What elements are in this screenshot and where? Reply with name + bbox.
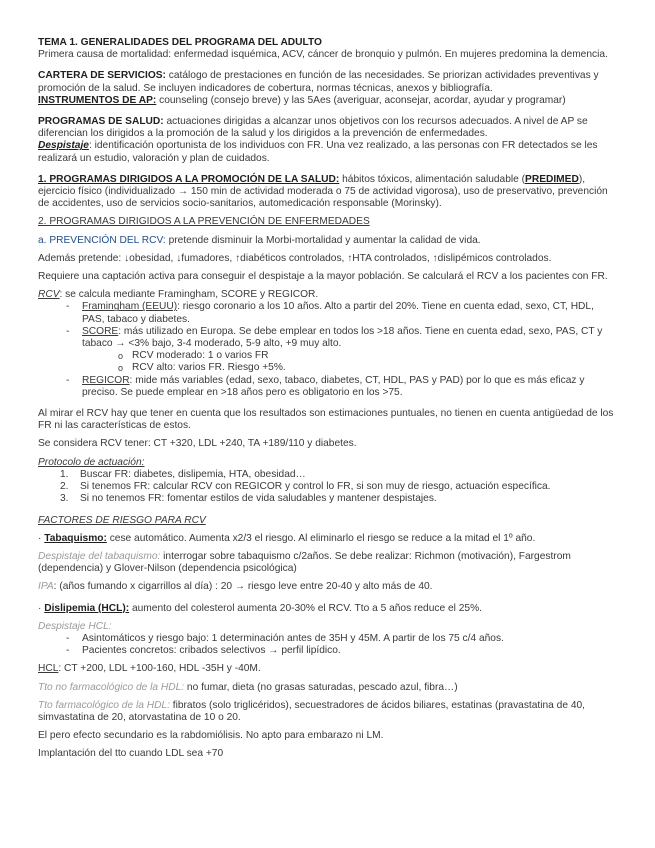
hcl-paragraph — [38, 663, 618, 675]
tto-far-text: fibratos (solo triglicéridos), secuestradores de ácidos biliares, estatinas (pravastatina de 40, simvastatina de 20, atorvastatina de 10 o 20. — [38, 699, 585, 723]
list-item — [66, 375, 618, 399]
dis-despistaje-list — [38, 633, 618, 657]
protocolo-list — [38, 469, 618, 506]
dislipemia-paragraph: · Dislipemia (HCL): aumento del colesterol aumenta 20-30% el RCV. Tto a 5 años reduce el 25%. — [38, 602, 482, 614]
tab-despistaje-text: interrogar sobre tabaquismo c/2años. Se debe realizar: Richmon (motivación), Fargestrom (dependencia) y Glover-Nilson (dependencia psicológica) — [38, 550, 571, 575]
dis-despistaje-label: Despistaje HCL: — [38, 620, 112, 632]
section2-heading: 2. PROGRAMAS DIRIGIDOS A LA PREVENCIÓN DE ENFERMEDADES — [38, 216, 370, 228]
ademas-paragraph: Además pretende: ↓obesidad, ↓fumadores, ↑diabéticos controlados, ↑HTA controlados, ↑dislipémicos controlados. — [38, 252, 552, 264]
rcv-paragraph — [38, 289, 618, 301]
factores-heading: FACTORES DE RIESGO PARA RCV — [38, 514, 206, 526]
protocolo-heading: Protocolo de actuación: — [38, 456, 145, 468]
tabaquismo-paragraph: · Tabaquismo: cese automático. Aumenta x2/3 el riesgo. Al eliminarlo el riesgo se reduce a la mitad el 1º año. — [38, 532, 536, 544]
tto-far-paragraph — [38, 700, 618, 724]
list-item — [66, 301, 618, 325]
regicor-text: : mide más variables (edad, sexo, tabaco, diabetes, CT, HDL, PAS y PAD) por lo que es más eficaz y preciso. Se puede emplear en >18 años pero es obligatorio en los >75. — [82, 374, 585, 398]
list-item: 2. Si tenemos FR: calcular RCV con REGICOR y control lo FR, si son muy de riesgo, actuación específica. — [60, 481, 551, 493]
tto-no-paragraph — [38, 682, 618, 694]
intro-paragraph: Primera causa de mortalidad: enfermedad isquémica, ACV, cáncer de bronquio y pulmón. En mujeres predomina la demencia. — [38, 49, 608, 61]
list-item: - Asintomáticos y riesgo bajo: 1 determinación antes de 35H y 45M. A partir de los 75 c/4 años. — [66, 633, 618, 645]
instrumentos-paragraph — [38, 95, 618, 107]
tto-no-text: no fumar, dieta (no grasas saturadas, pescado azul, fibra…) — [184, 681, 458, 693]
tto-no-label: Tto no farmacológico de la HDL: — [38, 681, 185, 693]
predimed-label: PREDIMED — [525, 173, 579, 185]
instrumentos-label: INSTRUMENTOS DE AP: — [38, 94, 157, 106]
ipa-paragraph — [38, 581, 618, 593]
dislipemia-label: Dislipemia (HCL): — [44, 602, 130, 614]
efecto-paragraph: El pero efecto secundario es la rabdomiólisis. No apto para embarazo ni LM. — [38, 730, 384, 742]
rcv-label: RCV — [38, 289, 60, 301]
document-page — [38, 37, 618, 761]
prevencion-rcv-paragraph — [38, 235, 618, 247]
tab-despistaje-label: Despistaje del tabaquismo: — [38, 550, 161, 562]
section1-heading: 1. PROGRAMAS DIRIGIDOS A LA PROMOCIÓN DE LA SALUD: — [38, 173, 340, 185]
ipa-text: : (años fumando x cigarrillos al día) : 20 → riesgo leve entre 20-40 y alto más de 40. — [53, 581, 433, 593]
list-item: o RCV moderado: 1 o varios FR — [118, 350, 618, 362]
rcv-text: : se calcula mediante Framingham, SCORE y REGICOR. — [59, 289, 319, 301]
tabaquismo-label: Tabaquismo: — [44, 532, 107, 544]
section1-text-b: ), ejercicio físico (individualizado → 150 min de actividad moderada o 75 de actividad vigorosa), uso de preservativo, prevención de accidentes, uso de servicios socio-sanitarios, automedicación responsable (Morinsky). — [38, 173, 608, 210]
tab-despistaje-paragraph — [38, 551, 618, 575]
hcl-text: : CT +200, LDL +100-160, HDL -35H y -40M. — [58, 663, 261, 675]
score-text: : más utilizado en Europa. Se debe emplear en todos los >18 años. Tiene en cuenta edad, sexo, PAS, CT y tabaco → <3% bajo, 3-4 moderado, 5-9 alto, +9 muy alto. — [82, 325, 603, 350]
tto-far-label: Tto farmacológico de la HDL: — [38, 699, 170, 711]
framingham-text: : riesgo coronario a los 10 años. Alto a partir del 20%. Tiene en cuenta edad, sexo, CT, HDL, PAS, tabaco y diabetes. — [82, 301, 594, 325]
list-item: 3. Si no tenemos FR: fomentar estilos de vida saludables y mantener despistajes. — [60, 493, 437, 505]
list-item: - Pacientes concretos: cribados selectivos → perfil lipídico. — [66, 645, 618, 657]
programas-paragraph — [38, 116, 618, 140]
dislipemia-text: aumento del colesterol aumenta 20-30% el RCV. Tto a 5 años reduce el 25%. — [129, 602, 482, 614]
cartera-label: CARTERA DE SERVICIOS: — [38, 70, 166, 82]
despistaje-label: Despistaje — [38, 140, 89, 152]
score-sublist — [82, 350, 618, 374]
list-item: o RCV alto: varios FR. Riesgo +5%. — [118, 362, 618, 374]
rcv-methods-list — [38, 301, 618, 399]
tabaquismo-text: cese automático. Aumenta x2/3 el riesgo. Al eliminarlo el riesgo se reduce a la mitad el 1º año. — [106, 532, 536, 544]
score-label: SCORE — [82, 325, 119, 337]
section1-paragraph — [38, 174, 618, 211]
page-title: TEMA 1. GENERALIDADES DEL PROGRAMA DEL ADULTO — [38, 37, 322, 48]
programas-label: PROGRAMAS DE SALUD: — [38, 116, 164, 128]
framingham-label: Framingham (EEUU) — [82, 301, 178, 313]
ipa-label: IPA — [38, 581, 54, 593]
implantacion-paragraph: Implantación del tto cuando LDL sea +70 — [38, 748, 224, 760]
cartera-text: catálogo de prestaciones en función de las necesidades. Se priorizan actividades preventivas y promoción de la salud. Se incluyen indicadores de cobertura, normas técnicas, anexos y bibliografía. — [38, 70, 599, 94]
section1-text-a: hábitos tóxicos, alimentación saludable ( — [339, 173, 526, 185]
despistaje-text: : identificación oportunista de los individuos con FR. Una vez realizado, a las personas con FR detectados se les realizará un estudio, valoración y plan de cuidados. — [38, 140, 598, 164]
requiere-paragraph: Requiere una captación activa para conseguir el despistaje a la mayor población. Se calculará el RCV a los pacientes con FR. — [38, 271, 608, 283]
almirar-paragraph: Al mirar el RCV hay que tener en cuenta que los resultados son estimaciones puntuales, no tienen en cuenta antigüedad de los FR ni las características de estos. — [38, 408, 614, 432]
hcl-label: HCL — [38, 663, 59, 675]
cartera-paragraph — [38, 70, 618, 94]
instrumentos-text: counseling (consejo breve) y las 5Aes (averiguar, aconsejar, acordar, ayudar y programar) — [156, 94, 566, 106]
list-item: 1. Buscar FR: diabetes, dislipemia, HTA, obesidad… — [60, 468, 306, 480]
considera-paragraph: Se considera RCV tener: CT +320, LDL +240, TA +189/110 y diabetes. — [38, 438, 357, 450]
prevencion-rcv-text: pretende disminuir la Morbi-mortalidad y aumentar la calidad de vida. — [165, 234, 481, 246]
regicor-label: REGICOR — [82, 374, 130, 386]
list-item — [66, 326, 618, 375]
despistaje-paragraph — [38, 140, 618, 164]
prevencion-rcv-label: a. PREVENCIÓN DEL RCV: — [38, 234, 166, 246]
programas-text: actuaciones dirigidas a alcanzar unos objetivos con los recursos adecuados. A nivel de AP se diferencian los dirigidos a la promoción de la salud y los dirigidos a la prevención de enfermedades. — [38, 116, 588, 140]
